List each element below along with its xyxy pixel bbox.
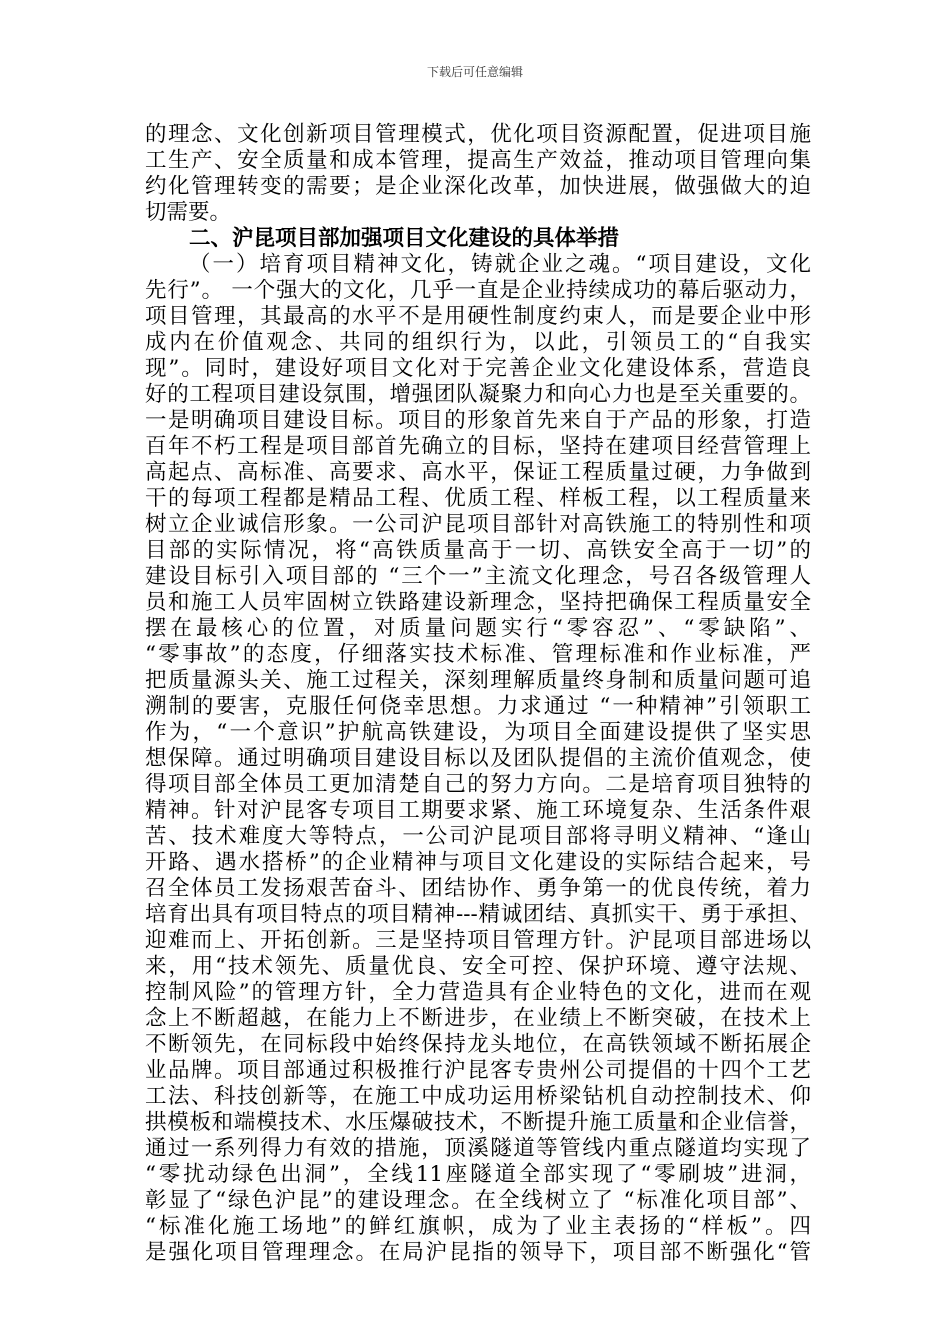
text-line: 的理念、文化创新项目管理模式，优化项目资源配置，促进项目施 xyxy=(145,122,811,147)
text-line: 树立企业诚信形象。一公司沪昆项目部针对高铁施工的特别性和项 xyxy=(145,512,811,537)
text-line: 现”。同时，建设好项目文化对于完善企业文化建设体系，营造良 xyxy=(145,356,811,381)
text-line: 控制风险”的管理方针，全力营造具有企业特色的文化，进而在观 xyxy=(145,980,811,1005)
text-line: 工法、科技创新等，在施工中成功运用桥梁钻机自动控制技术、仰 xyxy=(145,1084,811,1109)
text-line: 培育出具有项目特点的项目精神---精诚团结、真抓实干、勇于承担、 xyxy=(145,902,811,927)
text-line: 召全体员工发扬艰苦奋斗、团结协作、勇争第一的优良传统，着力 xyxy=(145,876,811,901)
text-line: 念上不断超越，在能力上不断进步，在业绩上不断突破，在技术上 xyxy=(145,1006,811,1031)
text-line: （一）培育项目精神文化，铸就企业之魂。“项目建设，文化 xyxy=(189,252,811,277)
text-line: 干的每项工程都是精品工程、优质工程、样板工程，以工程质量来 xyxy=(145,486,811,511)
section-heading: 二、沪昆项目部加强项目文化建设的具体举措 xyxy=(189,226,620,251)
text-line: 工生产、安全质量和成本管理，提高生产效益，推动项目管理向集 xyxy=(145,148,811,173)
text-line: 切需要。 xyxy=(145,200,232,225)
text-line: “标准化施工场地”的鲜红旗帜，成为了业主表扬的“样板”。四 xyxy=(145,1214,811,1239)
text-line: 是强化项目管理理念。在局沪昆指的领导下，项目部不断强化“管 xyxy=(145,1240,811,1265)
text-line: 彰显了“绿色沪昆”的建设理念。在全线树立了 “标准化项目部”、 xyxy=(145,1188,811,1213)
text-line: 摆在最核心的位置，对质量问题实行“零容忍”、“零缺陷”、 xyxy=(145,616,811,641)
text-line: 迎难而上、开拓创新。三是坚持项目管理方针。沪昆项目部进场以 xyxy=(145,928,811,953)
text-line: 不断领先，在同标段中始终保持龙头地位，在高铁领域不断拓展企 xyxy=(145,1032,811,1057)
text-line: 得项目部全体员工更加清楚自己的努力方向。二是培育项目独特的 xyxy=(145,772,811,797)
text-line: 拱模板和端模技术、水压爆破技术，不断提升施工质量和企业信誉， xyxy=(145,1110,811,1135)
text-line: 员和施工人员牢固树立铁路建设新理念，坚持把确保工程质量安全 xyxy=(145,590,811,615)
text-line: “零事故”的态度，仔细落实技术标准、管理标准和作业标准，严 xyxy=(145,642,811,667)
text-line: 想保障。通过明确项目建设目标以及团队提倡的主流价值观念，使 xyxy=(145,746,811,771)
text-line: 作为，“一个意识”护航高铁建设，为项目全面建设提供了坚实思 xyxy=(145,720,811,745)
text-line: 百年不朽工程是项目部首先确立的目标，坚持在建项目经营管理上 xyxy=(145,434,811,459)
text-line: 精神。针对沪昆客专项目工期要求紧、施工环境复杂、生活条件艰 xyxy=(145,798,811,823)
text-line: 一是明确项目建设目标。项目的形象首先来自于产品的形象，打造 xyxy=(145,408,811,433)
text-line: 开路、遇水搭桥”的企业精神与项目文化建设的实际结合起来，号 xyxy=(145,850,811,875)
body-text xyxy=(145,122,811,1266)
page-header: 下载后可任意编辑 xyxy=(426,65,523,79)
text-line: “零扰动绿色出洞”，全线11座隧道全部实现了“零刷坡”进洞， xyxy=(145,1162,811,1187)
text-line: 业品牌。项目部通过积极推行沪昆客专贵州公司提倡的十四个工艺 xyxy=(145,1058,811,1083)
text-line: 项目管理，其最高的水平不是用硬性制度约束人，而是要企业中形 xyxy=(145,304,811,329)
text-line: 溯制的要害，克服任何侥幸思想。力求通过 “一种精神”引领职工 xyxy=(145,694,811,719)
text-line: 成内在价值观念、共同的组织行为，以此，引领员工的“自我实 xyxy=(145,330,811,355)
text-line: 目部的实际情况，将“高铁质量高于一切、高铁安全高于一切”的 xyxy=(145,538,811,563)
text-line: 好的工程项目建设氛围，增强团队凝聚力和向心力也是至关重要的。 xyxy=(145,382,811,407)
text-line: 苦、技术难度大等特点，一公司沪昆项目部将寻明义精神、“逢山 xyxy=(145,824,811,849)
text-line: 来，用“技术领先、质量优良、安全可控、保护环境、遵守法规、 xyxy=(145,954,811,979)
text-line: 把质量源头关、施工过程关，深刻理解质量终身制和质量问题可追 xyxy=(145,668,811,693)
text-line: 高起点、高标准、高要求、高水平，保证工程质量过硬，力争做到 xyxy=(145,460,811,485)
text-line: 通过一系列得力有效的措施，顶溪隧道等管线内重点隧道均实现了 xyxy=(145,1136,811,1161)
text-line: 建设目标引入项目部的 “三个一”主流文化理念，号召各级管理人 xyxy=(145,564,811,589)
text-line: 约化管理转变的需要；是企业深化改革，加快进展，做强做大的迫 xyxy=(145,174,811,199)
text-line: 先行”。 一个强大的文化，几乎一直是企业持续成功的幕后驱动力， xyxy=(145,278,811,303)
